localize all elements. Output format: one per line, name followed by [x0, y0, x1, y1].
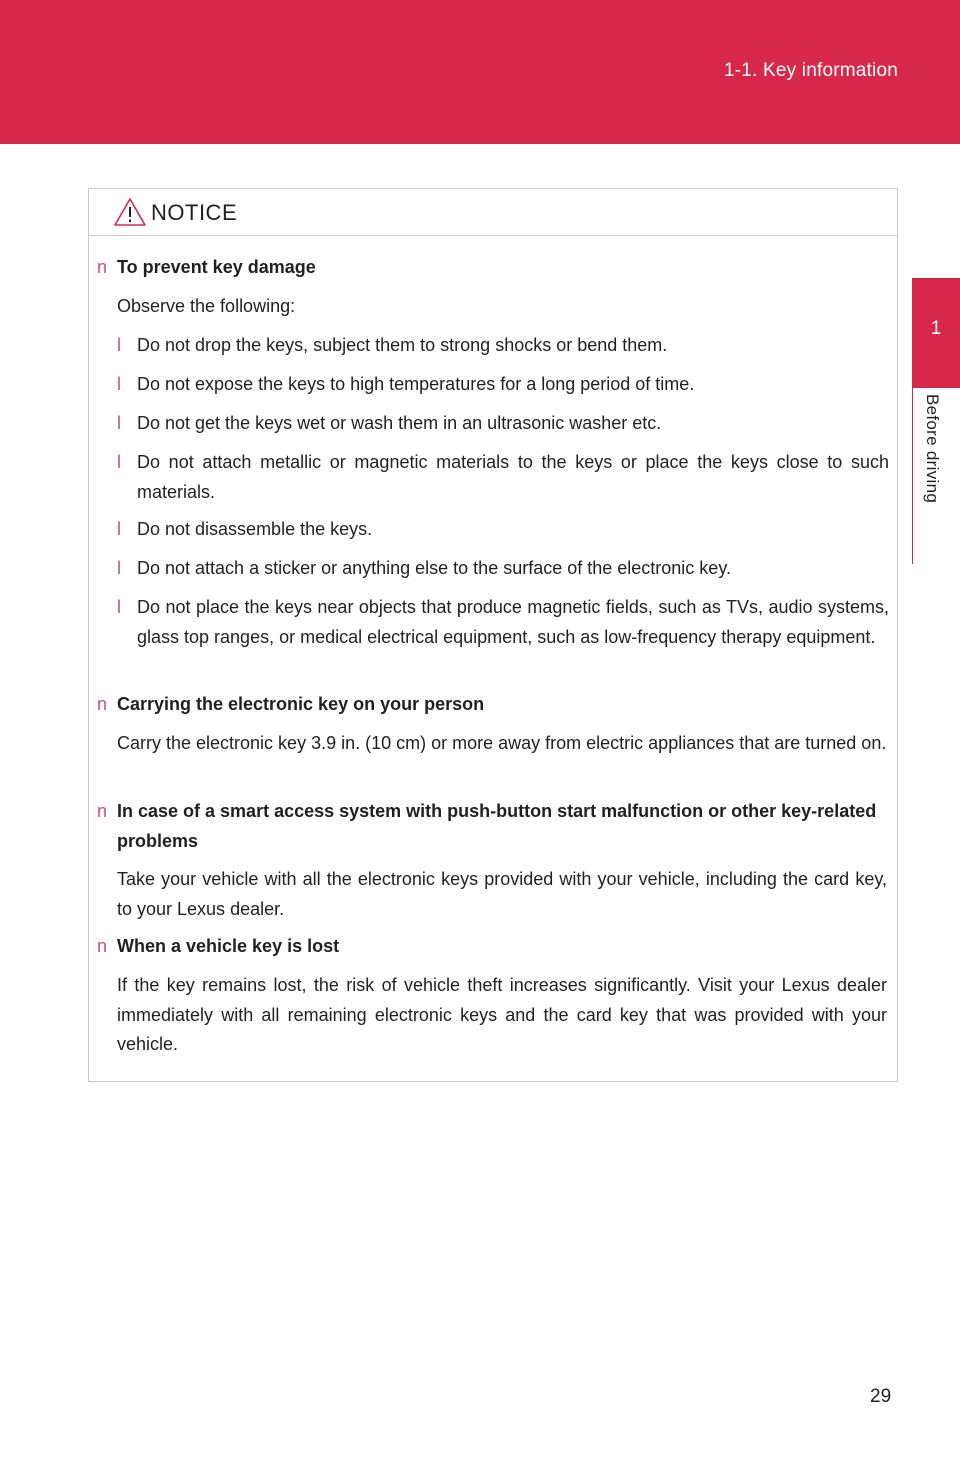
- section-marker: n: [97, 694, 108, 714]
- bullet-marker: l: [117, 374, 121, 394]
- section-heading: Carrying the electronic key on your person: [117, 694, 485, 714]
- list-item: Do not disassemble the keys.: [137, 519, 373, 539]
- list-item: Do not get the keys wet or wash them in an ultrasonic washer etc.: [137, 413, 662, 433]
- bullet-marker: l: [117, 558, 121, 578]
- section-body: Take your vehicle with all the electronic keys provided with your vehicle, including the card key, to your Lexus dealer.: [117, 869, 887, 919]
- chapter-number: 1: [930, 318, 942, 339]
- section-title: 1-1. Key information: [723, 60, 898, 81]
- bullet-marker: l: [117, 452, 121, 472]
- chapter-tab: [912, 278, 960, 388]
- section-heading: In case of a smart access system with push-button start malfunction or other key-related problems: [117, 801, 877, 851]
- header-band: [0, 0, 960, 144]
- bullet-marker: l: [117, 413, 121, 433]
- notice-box: [88, 188, 898, 1082]
- warning-triangle-icon: [113, 197, 147, 227]
- list-item: Do not attach metallic or magnetic materials to the keys or place the keys close to such materials.: [137, 452, 889, 502]
- section-marker: n: [97, 936, 108, 956]
- list-item: Do not drop the keys, subject them to strong shocks or bend them.: [137, 335, 668, 355]
- notice-header: [89, 189, 897, 236]
- section-marker: n: [97, 801, 108, 821]
- bullet-marker: l: [117, 335, 121, 355]
- bullet-marker: l: [117, 519, 121, 539]
- list-item: Do not place the keys near objects that produce magnetic fields, such as TVs, audio systems, glass top ranges, or medical electrical equipment, such as low-frequency therapy equipment.: [137, 597, 889, 647]
- chapter-label: Before driving: [923, 394, 942, 504]
- bullet-marker: l: [117, 597, 121, 617]
- section-heading: To prevent key damage: [117, 257, 316, 277]
- page-number: 29: [870, 1386, 892, 1407]
- section-heading: When a vehicle key is lost: [117, 936, 340, 956]
- section-body: If the key remains lost, the risk of vehicle theft increases significantly. Visit your Lexus dealer immediately with all remaining electronic keys and the card key that was provided with your vehicle.: [117, 975, 887, 1054]
- chapter-divider: [912, 388, 913, 564]
- section-marker: n: [97, 257, 108, 277]
- list-item: Do not attach a sticker or anything else to the surface of the electronic key.: [137, 558, 731, 578]
- notice-title: NOTICE: [151, 200, 238, 225]
- section-intro: Observe the following:: [117, 296, 296, 316]
- section-body: Carry the electronic key 3.9 in. (10 cm) or more away from electric appliances that are turned on.: [117, 733, 887, 753]
- list-item: Do not expose the keys to high temperatures for a long period of time.: [137, 374, 695, 394]
